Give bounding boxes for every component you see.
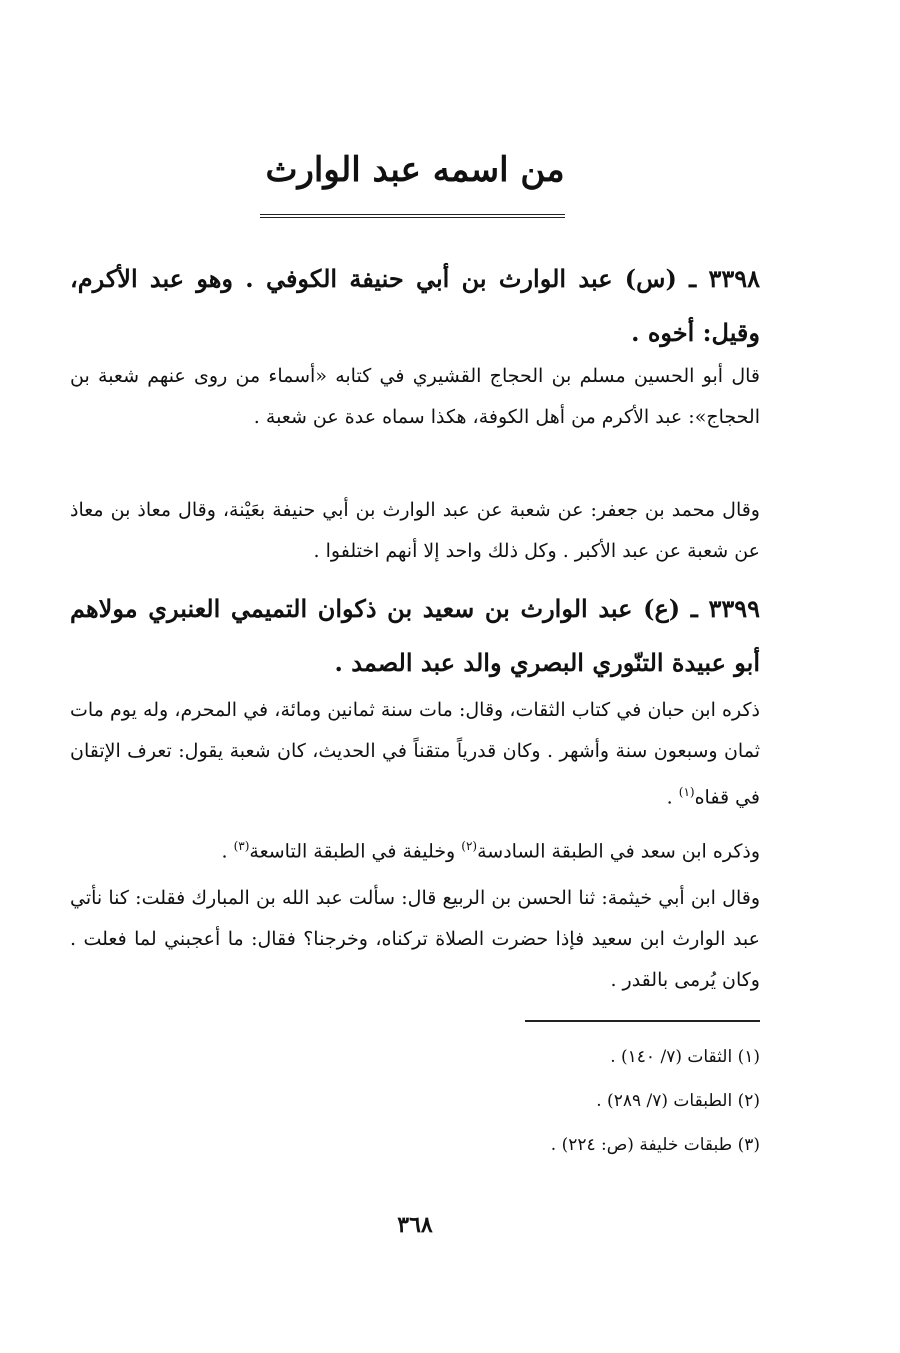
section-title: من اسمه عبد الوارث	[265, 150, 565, 190]
footnote-3: (٣) طبقات خليفة (ص: ٢٢٤) .	[550, 1135, 760, 1155]
footnote-2: (٢) الطبقات (٧/ ٢٨٩) .	[596, 1091, 760, 1111]
paragraph-end: .	[666, 786, 679, 809]
paragraph-text-continued: وخليفة في الطبقة التاسعة	[249, 840, 462, 863]
entry-3398-heading: ٣٣٩٨ ـ (س) عبد الوارث بن أبي حنيفة الكوفي . وهو عبد الأكرم، وقيل: أخوه .	[70, 264, 760, 347]
entry-3399-heading: ٣٣٩٩ ـ (ع) عبد الوارث بن سعيد بن ذكوان التميمي العنبري مولاهم أبو عبيدة التنّوري البصري والد عبد الصمد .	[70, 594, 760, 677]
paragraph-text: ذكره ابن حبان في كتاب الثقات، وقال: مات سنة ثمانين ومائة، في المحرم، وله يوم مات ثمان وسبعون سنة وأشهر . وكان قدرياً متقناً في الحديث، كان شعبة يقول: تعرف الإتقان في قفاه	[70, 699, 760, 809]
book-page	[70, 0, 760, 1353]
footnote-separator	[525, 1020, 760, 1022]
entry-3398-paragraph-1: قال أبو الحسين مسلم بن الحجاج القشيري في كتابه «أسماء من روى عنهم شعبة بن الحجاج»: عبد الأكرم من أهل الكوفة، هكذا سماه عدة عن شعبة .	[70, 365, 760, 428]
footnote-marker-2: (٢)	[461, 839, 478, 853]
paragraph-end: .	[221, 840, 234, 863]
page-number: ٣٦٨	[397, 1212, 433, 1238]
entry-3399-paragraph-2	[70, 826, 760, 872]
entry-3399-paragraph-3: وقال ابن أبي خيثمة: ثنا الحسن بن الربيع قال: سألت عبد الله بن المبارك فقلت: كنا نأتي عبد الوارث ابن سعيد فإذا حضرت الصلاة تركناه، وخرجنا؟ فقال: ما أعجبني لما فعلت . وكان يُرمى بالقدر .	[70, 887, 760, 991]
entry-3398-paragraph-2: وقال محمد بن جعفر: عن شعبة عن عبد الوارث بن أبي حنيفة بعَيْنة، وقال معاذ بن معاذ عن شعبة عن عبد الأكبر . وكل ذلك واحد إلا أنهم اختلفوا .	[70, 499, 760, 562]
footnote-marker-3: (٣)	[233, 839, 250, 853]
entry-3399-paragraph-1	[70, 690, 760, 818]
title-underline	[260, 214, 565, 218]
footnote-1: (١) الثقات (٧/ ١٤٠) .	[610, 1047, 760, 1067]
footnote-list	[70, 1035, 760, 1167]
paragraph-text: وذكره ابن سعد في الطبقة السادسة	[477, 840, 760, 863]
footnote-marker-1: (١)	[678, 785, 695, 799]
